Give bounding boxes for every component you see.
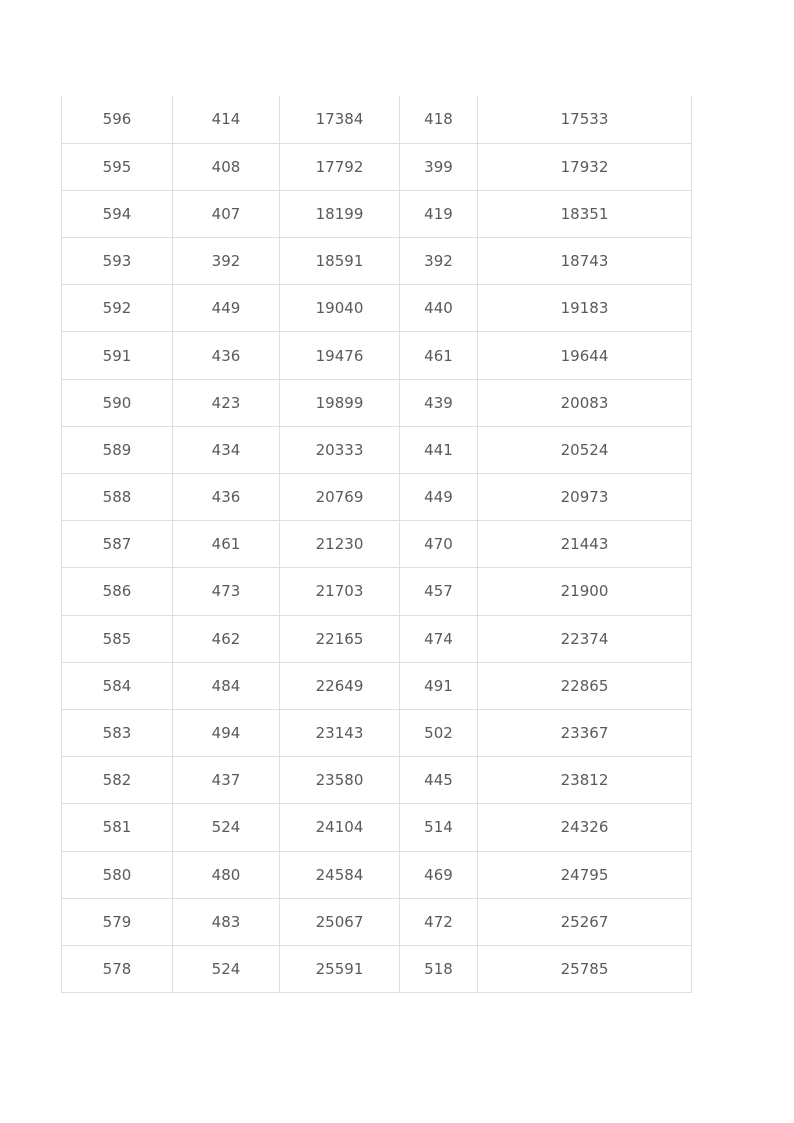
table-cell: 582 xyxy=(62,757,173,804)
table-cell: 584 xyxy=(62,662,173,709)
table-cell: 21900 xyxy=(478,568,692,615)
table-cell: 592 xyxy=(62,285,173,332)
table-cell: 18743 xyxy=(478,238,692,285)
table-cell: 441 xyxy=(400,426,478,473)
table-cell: 524 xyxy=(173,945,280,992)
table-cell: 591 xyxy=(62,332,173,379)
table-cell: 449 xyxy=(173,285,280,332)
table-cell: 484 xyxy=(173,662,280,709)
table-row xyxy=(62,238,692,285)
table-cell: 17792 xyxy=(280,143,400,190)
table-cell: 514 xyxy=(400,804,478,851)
table-cell: 24795 xyxy=(478,851,692,898)
table-cell: 24326 xyxy=(478,804,692,851)
table-cell: 407 xyxy=(173,190,280,237)
table-cell: 22649 xyxy=(280,662,400,709)
table-cell: 392 xyxy=(173,238,280,285)
table-cell: 20769 xyxy=(280,474,400,521)
table-cell: 19899 xyxy=(280,379,400,426)
table-cell: 585 xyxy=(62,615,173,662)
table-cell: 17932 xyxy=(478,143,692,190)
table-cell: 25267 xyxy=(478,898,692,945)
table-cell: 473 xyxy=(173,568,280,615)
table-body xyxy=(62,96,692,993)
table-cell: 474 xyxy=(400,615,478,662)
table-cell: 24584 xyxy=(280,851,400,898)
table-cell: 595 xyxy=(62,143,173,190)
table-row xyxy=(62,804,692,851)
table-cell: 19644 xyxy=(478,332,692,379)
table-cell: 445 xyxy=(400,757,478,804)
table-row xyxy=(62,190,692,237)
table-cell: 578 xyxy=(62,945,173,992)
table-cell: 24104 xyxy=(280,804,400,851)
table-row xyxy=(62,898,692,945)
table-cell: 436 xyxy=(173,474,280,521)
table-cell: 434 xyxy=(173,426,280,473)
table-cell: 25591 xyxy=(280,945,400,992)
score-distribution-table xyxy=(61,96,692,993)
table-cell: 23580 xyxy=(280,757,400,804)
table-cell: 21230 xyxy=(280,521,400,568)
table-cell: 419 xyxy=(400,190,478,237)
table-row xyxy=(62,426,692,473)
table-cell: 502 xyxy=(400,709,478,756)
table-cell: 457 xyxy=(400,568,478,615)
table-cell: 589 xyxy=(62,426,173,473)
table-cell: 462 xyxy=(173,615,280,662)
table-cell: 21443 xyxy=(478,521,692,568)
table-cell: 18199 xyxy=(280,190,400,237)
table-cell: 18351 xyxy=(478,190,692,237)
table-cell: 25785 xyxy=(478,945,692,992)
table-row xyxy=(62,662,692,709)
table-row xyxy=(62,945,692,992)
table-cell: 483 xyxy=(173,898,280,945)
table-cell: 22165 xyxy=(280,615,400,662)
table-row xyxy=(62,474,692,521)
table-cell: 17533 xyxy=(478,96,692,143)
table-cell: 23367 xyxy=(478,709,692,756)
table-cell: 399 xyxy=(400,143,478,190)
table-row xyxy=(62,568,692,615)
table-cell: 449 xyxy=(400,474,478,521)
table-cell: 20083 xyxy=(478,379,692,426)
table-cell: 494 xyxy=(173,709,280,756)
table-cell: 596 xyxy=(62,96,173,143)
table-cell: 437 xyxy=(173,757,280,804)
table-cell: 436 xyxy=(173,332,280,379)
table-row xyxy=(62,285,692,332)
table-cell: 18591 xyxy=(280,238,400,285)
table-cell: 461 xyxy=(400,332,478,379)
table-cell: 22865 xyxy=(478,662,692,709)
table-cell: 594 xyxy=(62,190,173,237)
table-cell: 414 xyxy=(173,96,280,143)
table-cell: 440 xyxy=(400,285,478,332)
table-cell: 21703 xyxy=(280,568,400,615)
table-cell: 439 xyxy=(400,379,478,426)
table-cell: 590 xyxy=(62,379,173,426)
table-row xyxy=(62,615,692,662)
table-cell: 23143 xyxy=(280,709,400,756)
table-cell: 25067 xyxy=(280,898,400,945)
table-cell: 480 xyxy=(173,851,280,898)
table-cell: 581 xyxy=(62,804,173,851)
table-row xyxy=(62,709,692,756)
table-cell: 469 xyxy=(400,851,478,898)
table-cell: 22374 xyxy=(478,615,692,662)
table-cell: 580 xyxy=(62,851,173,898)
table-row xyxy=(62,332,692,379)
table-cell: 588 xyxy=(62,474,173,521)
table-cell: 461 xyxy=(173,521,280,568)
table-cell: 408 xyxy=(173,143,280,190)
table-cell: 586 xyxy=(62,568,173,615)
table-row xyxy=(62,143,692,190)
table-cell: 17384 xyxy=(280,96,400,143)
table-cell: 19183 xyxy=(478,285,692,332)
table-cell: 418 xyxy=(400,96,478,143)
table-cell: 19040 xyxy=(280,285,400,332)
table-cell: 583 xyxy=(62,709,173,756)
table-cell: 23812 xyxy=(478,757,692,804)
table-cell: 587 xyxy=(62,521,173,568)
table-cell: 423 xyxy=(173,379,280,426)
table-cell: 524 xyxy=(173,804,280,851)
table-row xyxy=(62,851,692,898)
table-cell: 593 xyxy=(62,238,173,285)
table-cell: 579 xyxy=(62,898,173,945)
table-row xyxy=(62,379,692,426)
table-cell: 19476 xyxy=(280,332,400,379)
table-cell: 20524 xyxy=(478,426,692,473)
table-cell: 20973 xyxy=(478,474,692,521)
table-cell: 20333 xyxy=(280,426,400,473)
table-cell: 470 xyxy=(400,521,478,568)
table-cell: 392 xyxy=(400,238,478,285)
table-cell: 491 xyxy=(400,662,478,709)
table-cell: 472 xyxy=(400,898,478,945)
table-row xyxy=(62,521,692,568)
table-row xyxy=(62,96,692,143)
table-row xyxy=(62,757,692,804)
table-cell: 518 xyxy=(400,945,478,992)
